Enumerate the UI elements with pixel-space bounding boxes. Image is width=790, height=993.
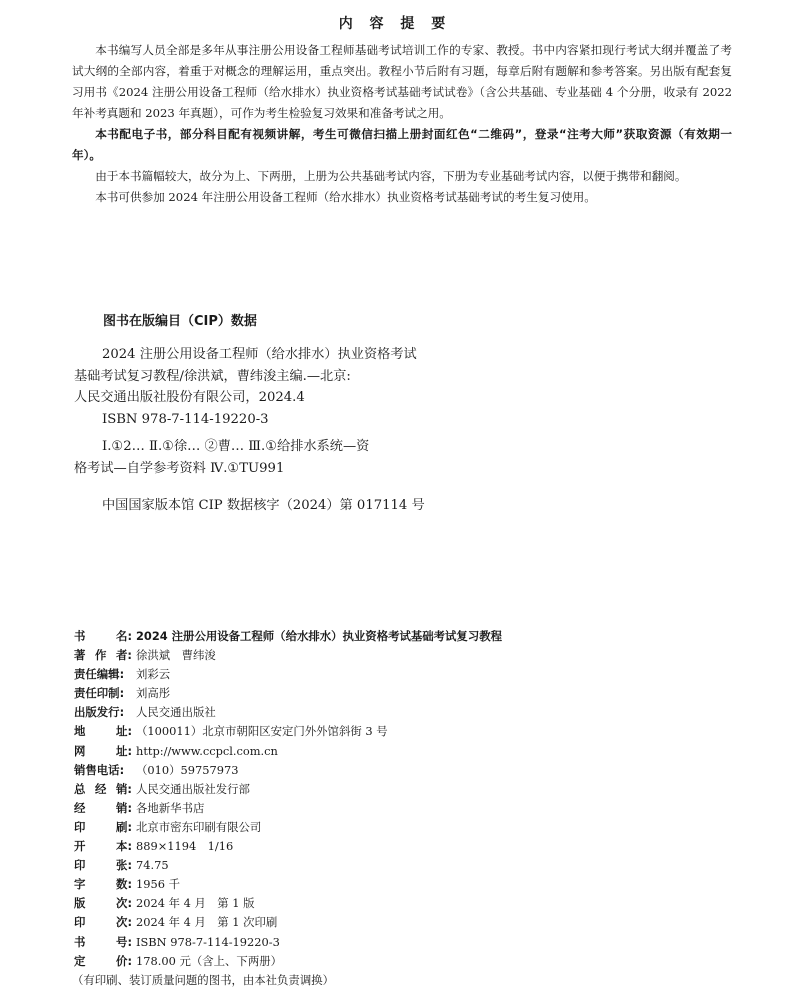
- colophon-label: [74, 665, 132, 684]
- cip-line: 基础考试复习教程/徐洪斌，曹纬浚主编.—北京:: [74, 368, 351, 384]
- summary-section: [72, 40, 732, 208]
- colophon-label-part: 数:: [116, 877, 132, 892]
- colophon-label-part: 者:: [116, 648, 132, 663]
- colophon-value: http://www.ccpcl.com.cn: [136, 743, 278, 758]
- colophon-label: [74, 856, 132, 875]
- colophon-row: [74, 684, 754, 703]
- colophon-row: [74, 665, 754, 684]
- colophon-row: [74, 856, 754, 875]
- colophon-row: [74, 780, 754, 799]
- colophon-label-part: 版: [74, 896, 86, 911]
- colophon-label-part: 销:: [116, 800, 132, 815]
- colophon-value: 2024 年 4 月 第 1 版: [136, 896, 255, 911]
- colophon-label-part: 定: [74, 953, 86, 968]
- summary-title: 内 容 提 要: [338, 16, 452, 32]
- colophon-footnote: （有印刷、装订质量问题的图书，由本社负责调换）: [72, 972, 334, 987]
- colophon-label-part: 责任印制:: [74, 686, 125, 701]
- colophon-label-part: 出版发行:: [74, 705, 125, 720]
- colophon-label: [74, 627, 132, 646]
- colophon-row: [74, 894, 754, 913]
- colophon-label-part: 价:: [116, 953, 132, 968]
- colophon-label: [74, 913, 132, 932]
- colophon-label-part: 字: [74, 877, 86, 892]
- cip-isbn: ISBN 978-7-114-19220-3: [102, 411, 269, 427]
- colophon-label-part: 开: [74, 839, 86, 854]
- colophon-label: [74, 646, 132, 665]
- colophon-value: ISBN 978-7-114-19220-3: [136, 934, 280, 949]
- cip-line: 人民交通出版社股份有限公司，2024.4: [74, 390, 305, 405]
- colophon-label-part: 销:: [116, 781, 132, 796]
- colophon-value: 各地新华书店: [136, 800, 205, 815]
- colophon-label-part: 经: [95, 781, 107, 796]
- colophon-label: [74, 894, 132, 913]
- colophon-row: [74, 837, 754, 856]
- colophon-value: 人民交通出版社发行部: [136, 781, 250, 796]
- colophon-label: [74, 742, 132, 761]
- colophon-row: [74, 742, 754, 761]
- colophon-label: [74, 875, 132, 894]
- colophon-value: （010）59757973: [136, 762, 239, 777]
- colophon-label-part: 总: [74, 781, 86, 796]
- colophon-value: 徐洪斌 曹纬浚: [136, 648, 216, 663]
- colophon-row: [74, 799, 754, 818]
- colophon-row: [74, 875, 754, 894]
- colophon-label-part: 书: [74, 629, 86, 643]
- colophon-row: [74, 818, 754, 837]
- colophon-value: 1956 千: [136, 877, 180, 892]
- colophon-value: 人民交通出版社: [136, 705, 216, 720]
- colophon-label: [74, 722, 132, 741]
- colophon-row: [74, 933, 754, 952]
- colophon-value: 2024 年 4 月 第 1 次印刷: [136, 915, 278, 930]
- colophon-label: [74, 761, 132, 780]
- colophon-label-part: 本:: [116, 839, 132, 854]
- cip-line: 中国国家版本馆 CIP 数据核字（2024）第 017114 号: [102, 498, 425, 513]
- colophon-row: [74, 646, 754, 665]
- colophon-label: [74, 952, 132, 971]
- colophon-label-part: 书: [74, 934, 86, 949]
- colophon-label: [74, 799, 132, 818]
- colophon-label: [74, 684, 132, 703]
- cip-heading: 图书在版编目（CIP）数据: [103, 314, 257, 329]
- summary-paragraph-ebook: 本书配电子书，部分科目配有视频讲解，考生可微信扫描上册封面红色“二维码”，登录“注考大师”获取资源（有效期一年）。: [72, 127, 732, 162]
- colophon-row: [74, 703, 754, 722]
- colophon-label-part: 印: [74, 819, 86, 834]
- colophon-rows: [74, 627, 754, 971]
- colophon-label-part: 网: [74, 743, 86, 758]
- colophon-label-part: 次:: [116, 915, 132, 930]
- colophon-label: [74, 818, 132, 837]
- colophon-label-part: 址:: [116, 743, 132, 758]
- cip-line: 格考试—自学参考资料 Ⅳ.①TU991: [74, 460, 285, 476]
- cip-line: Ⅰ.①2… Ⅱ.①徐… ②曹… Ⅲ.①给排水系统—资: [102, 439, 370, 454]
- colophon-row: [74, 722, 754, 741]
- colophon-value: 178.00 元（含上、下两册）: [136, 953, 282, 968]
- summary-paragraph: 由于本书篇幅较大，故分为上、下两册，上册为公共基础考试内容，下册为专业基础考试内容，以便于携带和翻阅。: [95, 169, 687, 183]
- colophon-row: [74, 761, 754, 780]
- summary-paragraph: 本书编写人员全部是多年从事注册公用设备工程师基础考试培训工作的专家、教授。书中内容紧扣现行考试大纲并覆盖了考试大纲的全部内容，着重于对概念的理解运用，重点突出。教程小节后附有习题，每章后附有题解和参考答案。另出版有配套复习用书《2024 注册公用设备工程师（给水排水）执业资格考试基础考试试卷》（含公共基础、专业基础 4 个分册，收录有 2022 年补考真题和 2023 年真题），可作为考生检验复习效果和准备考试之用。: [72, 43, 732, 120]
- colophon-value: 889×1194 1/16: [136, 839, 234, 854]
- colophon-label-part: 次:: [116, 896, 132, 911]
- colophon-label: [74, 703, 132, 722]
- cip-number: [74, 495, 474, 517]
- summary-paragraph: 本书可供参加 2024 年注册公用设备工程师（给水排水）执业资格考试基础考试的考生复习使用。: [95, 190, 596, 204]
- colophon-label-part: 印: [74, 858, 86, 873]
- colophon-label-part: 名:: [116, 629, 132, 643]
- cip-record: [74, 344, 474, 430]
- colophon-label-part: 印: [74, 915, 86, 930]
- colophon-value: 刘彩云: [136, 667, 171, 682]
- colophon-label-part: 著: [74, 648, 86, 663]
- colophon-value: （100011）北京市朝阳区安定门外外馆斜街 3 号: [136, 724, 388, 739]
- colophon-value: 74.75: [136, 858, 169, 873]
- colophon-row: [74, 952, 754, 971]
- colophon: [74, 627, 754, 990]
- colophon-label-part: 经: [74, 800, 86, 815]
- colophon-label-part: 销售电话:: [74, 762, 125, 777]
- colophon-value: 2024 注册公用设备工程师（给水排水）执业资格考试基础考试复习教程: [136, 629, 502, 643]
- colophon-label-part: 张:: [116, 858, 132, 873]
- colophon-label-part: 责任编辑:: [74, 667, 125, 682]
- colophon-label-part: 作: [95, 648, 107, 663]
- colophon-label: [74, 933, 132, 952]
- colophon-label-part: 号:: [116, 934, 132, 949]
- colophon-row: [74, 913, 754, 932]
- colophon-value: 北京市密东印刷有限公司: [136, 819, 262, 834]
- colophon-label-part: 址:: [116, 724, 132, 739]
- colophon-label-part: 刷:: [116, 819, 132, 834]
- colophon-label-part: 地: [74, 724, 86, 739]
- colophon-row: [74, 627, 754, 646]
- cip-line: 2024 注册公用设备工程师（给水排水）执业资格考试: [102, 347, 417, 362]
- colophon-label: [74, 780, 132, 799]
- colophon-label: [74, 837, 132, 856]
- cip-classification: [74, 436, 474, 479]
- colophon-value: 刘高彤: [136, 686, 171, 701]
